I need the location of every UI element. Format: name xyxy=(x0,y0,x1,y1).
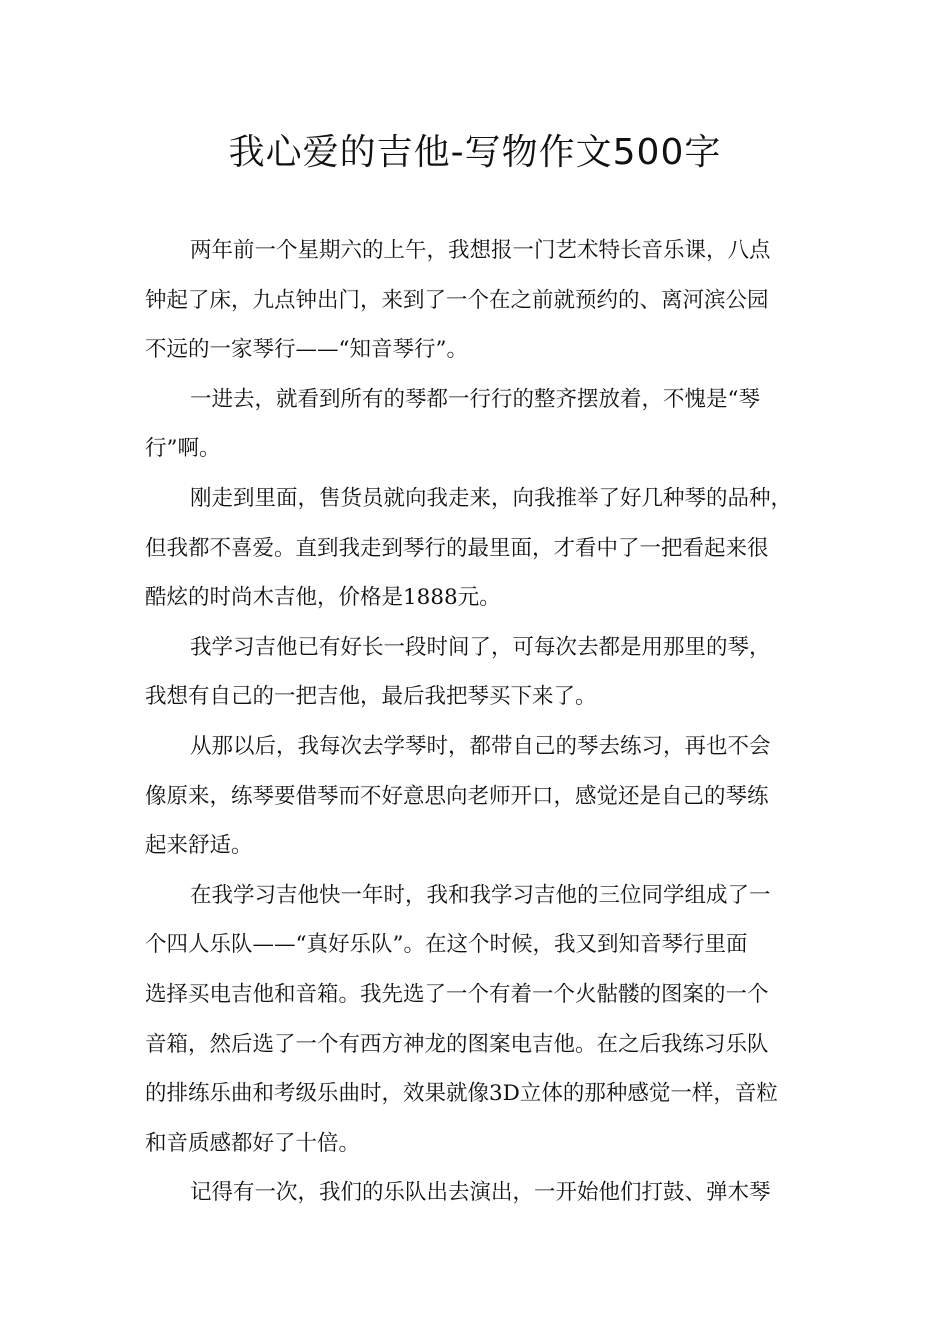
paragraph-line: 我想有自己的一把吉他，最后我把琴买下来了。 xyxy=(145,684,597,710)
paragraph-line: 音箱，然后选了一个有西方神龙的图案电吉他。在之后我练习乐队 xyxy=(145,1031,769,1057)
paragraph-line: 钟起了床，九点钟出门，来到了一个在之前就预约的、离河滨公园 xyxy=(145,287,769,313)
paragraph-line: 选择买电吉他和音箱。我先选了一个有着一个火骷髅的图案的一个 xyxy=(145,981,769,1007)
paragraph-first-line: 我学习吉他已有好长一段时间了，可每次去都是用那里的琴， xyxy=(190,634,771,660)
paragraph-line: 但我都不喜爱。直到我走到琴行的最里面，才看中了一把看起来很 xyxy=(145,535,769,561)
paragraph-line: 的排练乐曲和考级乐曲时，效果就像3D立体的那种感觉一样，音粒 xyxy=(145,1081,778,1107)
paragraph-first-line: 一进去，就看到所有的琴都一行行的整齐摆放着，不愧是“琴 xyxy=(190,386,760,412)
paragraph-line: 行”啊。 xyxy=(145,436,221,462)
paragraph-first-line: 在我学习吉他快一年时，我和我学习吉他的三位同学组成了一 xyxy=(190,882,771,908)
paragraph-first-line: 刚走到里面，售货员就向我走来，向我推举了好几种琴的品种， xyxy=(190,485,793,511)
document-title: 我心爱的吉他-写物作文500字 xyxy=(228,132,722,173)
paragraph-line: 不远的一家琴行——“知音琴行”。 xyxy=(145,337,468,363)
paragraph-line: 个四人乐队——“真好乐队”。在这个时候，我又到知音琴行里面 xyxy=(145,932,748,958)
paragraph-line: 和音质感都好了十倍。 xyxy=(145,1130,361,1156)
paragraph-line: 起来舒适。 xyxy=(145,833,253,859)
document-body xyxy=(145,226,810,1218)
paragraph-line: 酷炫的时尚木吉他，价格是1888元。 xyxy=(145,585,501,611)
paragraph-first-line: 记得有一次，我们的乐队出去演出，一开始他们打鼓、弹木琴 xyxy=(190,1180,771,1206)
paragraph-line: 像原来，练琴要借琴而不好意思向老师开口，感觉还是自己的琴练 xyxy=(145,783,769,809)
paragraph-first-line: 两年前一个星期六的上午，我想报一门艺术特长音乐课，八点 xyxy=(190,238,771,263)
paragraph-first-line: 从那以后，我每次去学琴时，都带自己的琴去练习，再也不会 xyxy=(190,733,771,759)
